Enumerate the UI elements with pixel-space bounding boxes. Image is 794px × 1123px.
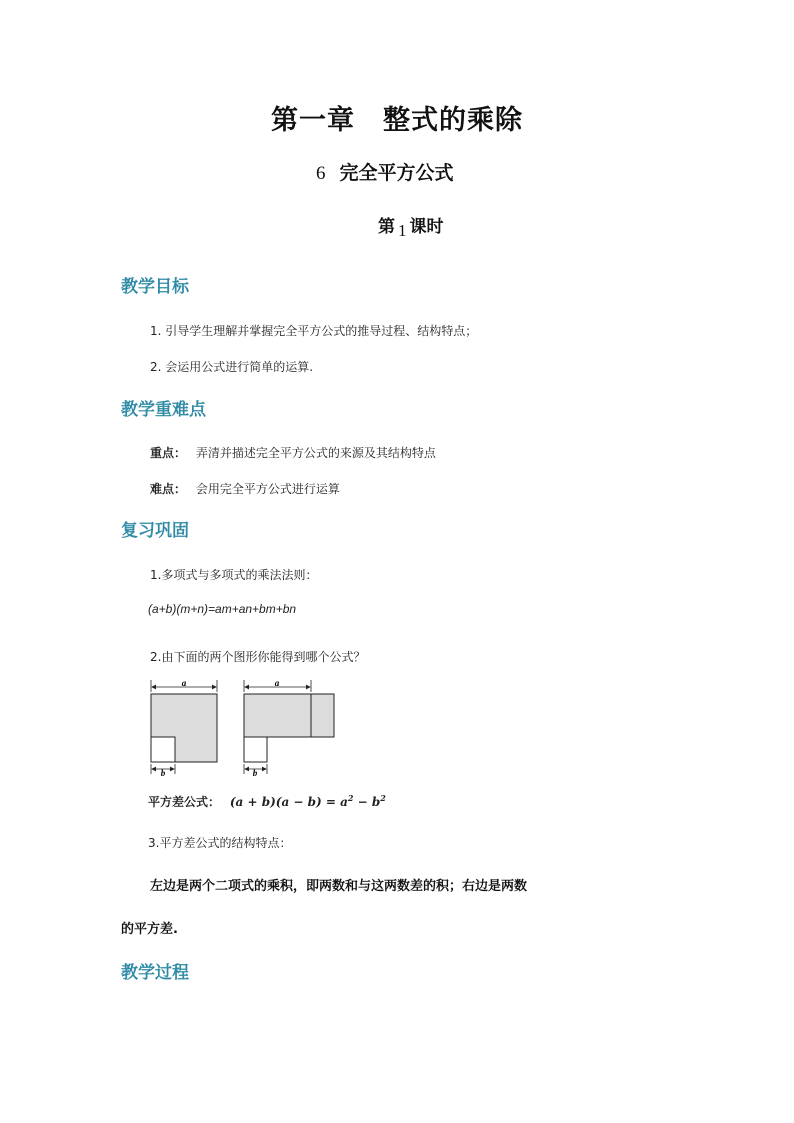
section-title — [316, 158, 454, 185]
figure-left-label-b: b — [160, 768, 166, 778]
multiplication-rule-formula: (a+b)(m+n)=am+an+bm+bn — [148, 602, 297, 616]
answer-line-1: 左边是两个二项式的乘积，即两数和与这两数差的积；右边是两数 — [150, 879, 528, 894]
goals-heading: 教学目标 — [121, 277, 189, 297]
review-q1: 1.多项式与多项式的乘法法则： — [150, 568, 318, 582]
section-name: 完全平方公式 — [339, 162, 454, 184]
difficulty-text: 会用完全平方公式进行运算 — [195, 482, 340, 496]
focus-line — [150, 444, 436, 461]
formula-exp-2: 2 — [380, 793, 386, 803]
formula-label: 平方差公式： — [148, 795, 221, 809]
figure-left-label-a: a — [181, 678, 187, 688]
section-number: 6 — [316, 163, 326, 184]
lesson-prefix: 第 — [378, 217, 395, 237]
difficulty-label: 难点： — [150, 482, 187, 496]
figure-left — [151, 678, 217, 778]
focus-text: 弄清并描述完全平方公式的来源及其结构特点 — [195, 446, 436, 460]
focus-label: 重点： — [150, 446, 187, 460]
difference-of-squares-formula — [230, 795, 386, 809]
process-heading: 教学过程 — [121, 963, 189, 983]
figure-right-label-a: a — [274, 678, 280, 688]
lesson-number: 1 — [398, 221, 407, 240]
answer-line-2: 的平方差. — [121, 922, 178, 937]
lesson-label — [378, 212, 444, 240]
review-q3: 3.平方差公式的结构特点： — [148, 836, 292, 850]
lesson-suffix: 课时 — [409, 217, 444, 237]
figure-right-label-b: b — [252, 768, 258, 778]
formula-lhs: (a + b)(a − b) = a — [229, 795, 348, 809]
square-figures — [140, 676, 350, 780]
goal-item-1: 1. 引导学生理解并掌握完全平方公式的推导过程、结构特点； — [150, 324, 478, 338]
goal-item-2: 2. 会运用公式进行简单的运算. — [150, 360, 314, 374]
formula-exp-1: 2 — [347, 793, 354, 803]
review-heading: 复习巩固 — [121, 521, 189, 541]
figure-right — [244, 678, 334, 778]
review-q2: 2.由下面的两个图形你能得到哪个公式？ — [150, 650, 366, 664]
key-points-heading: 教学重难点 — [121, 400, 206, 420]
difficulty-line — [150, 480, 340, 497]
chapter-title: 第一章 整式的乘除 — [271, 105, 523, 136]
difference-of-squares-line — [148, 793, 386, 810]
formula-mid: − b — [353, 795, 381, 809]
